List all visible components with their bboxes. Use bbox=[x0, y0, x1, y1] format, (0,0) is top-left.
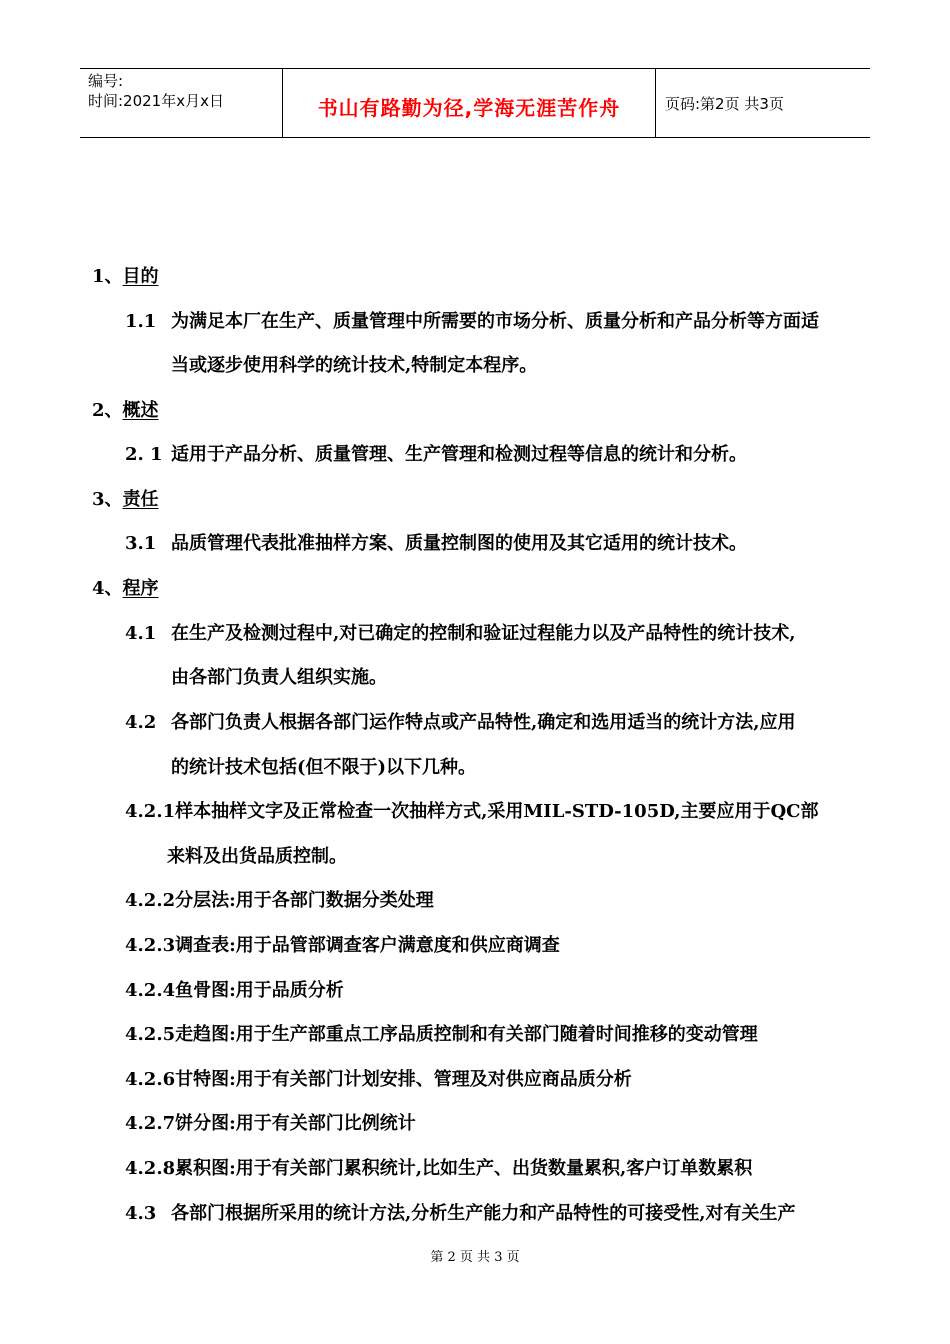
section-title: 目的 bbox=[122, 266, 159, 287]
clause-text: 分层法:用于各部门数据分类处理 bbox=[175, 890, 434, 911]
clause-2-1 bbox=[125, 443, 747, 467]
clause-text: 鱼骨图:用于品质分析 bbox=[175, 980, 344, 1001]
document-code-label: 编号: bbox=[88, 72, 124, 90]
clause-number: 4.2.8 bbox=[125, 1158, 176, 1179]
header-middle-cell bbox=[282, 69, 656, 137]
clause-number: 1.1 bbox=[125, 311, 157, 332]
clause-4-1 bbox=[125, 622, 796, 646]
clause-number: 4.2.5 bbox=[125, 1024, 176, 1045]
clause-text-part: ,主要应用于 bbox=[674, 801, 771, 822]
header-left-cell bbox=[80, 69, 282, 137]
clause-4-3 bbox=[125, 1202, 796, 1226]
page-header bbox=[80, 68, 870, 138]
clause-4-2-4 bbox=[125, 979, 344, 1003]
clause-text-end: 部 bbox=[800, 801, 819, 822]
clause-4-2 bbox=[125, 711, 796, 735]
clause-number: 4.2.2 bbox=[125, 890, 176, 911]
qc-label: QC bbox=[770, 801, 801, 822]
clause-number: 4.2.4 bbox=[125, 980, 176, 1001]
clause-number: 3.1 bbox=[125, 533, 157, 554]
clause-4-2-5 bbox=[125, 1023, 758, 1047]
clause-number: 4.3 bbox=[125, 1203, 157, 1224]
clause-4-2-1 bbox=[125, 800, 819, 824]
clause-text: 各部门负责人根据各部门运作特点或产品特性,确定和选用适当的统计方法,应用 bbox=[171, 712, 796, 733]
section-heading-responsibility bbox=[92, 488, 159, 512]
standard-code: MIL-STD-105D bbox=[523, 801, 675, 822]
clause-4-2-3 bbox=[125, 934, 560, 958]
clause-number: 2. 1 bbox=[125, 444, 163, 465]
page-number-label: 页码:第2页 共3页 bbox=[665, 95, 784, 113]
clause-number: 4.2.7 bbox=[125, 1113, 176, 1134]
clause-text: 样本抽样文字及正常检查一次抽样方式,采用 bbox=[175, 801, 524, 822]
clause-3-1 bbox=[125, 532, 747, 556]
clause-text: 累积图:用于有关部门累积统计,比如生产、出货数量累积,客户订单数累积 bbox=[175, 1158, 753, 1179]
page-footer bbox=[0, 1246, 950, 1265]
section-number: 4、 bbox=[92, 578, 123, 599]
clause-4-2-6 bbox=[125, 1068, 632, 1092]
clause-1-1-continued: 当或逐步使用科学的统计技术,特制定本程序。 bbox=[171, 355, 538, 376]
footer-page-number: 第 2 页 共 3 页 bbox=[430, 1250, 520, 1265]
clause-4-1-continued: 由各部门负责人组织实施。 bbox=[171, 667, 387, 688]
clause-text: 各部门根据所采用的统计方法,分析生产能力和产品特性的可接受性,对有关生产 bbox=[171, 1203, 796, 1224]
clause-text: 品质管理代表批准抽样方案、质量控制图的使用及其它适用的统计技术。 bbox=[171, 533, 747, 554]
section-title: 程序 bbox=[122, 578, 159, 599]
section-title: 概述 bbox=[122, 400, 159, 421]
clause-text: 适用于产品分析、质量管理、生产管理和检测过程等信息的统计和分析。 bbox=[171, 444, 747, 465]
clause-number: 4.2 bbox=[125, 712, 157, 733]
clause-text: 在生产及检测过程中,对已确定的控制和验证过程能力以及产品特性的统计技术, bbox=[171, 623, 796, 644]
section-title: 责任 bbox=[122, 489, 159, 510]
clause-4-2-continued: 的统计技术包括(但不限于)以下几种。 bbox=[171, 757, 477, 778]
clause-text: 为满足本厂在生产、质量管理中所需要的市场分析、质量分析和产品分析等方面适 bbox=[171, 311, 819, 332]
clause-number: 4.2.6 bbox=[125, 1069, 176, 1090]
section-heading-purpose bbox=[92, 265, 159, 289]
header-motto: 书山有路勤为径,学海无涯苦作舟 bbox=[317, 96, 621, 120]
clause-number: 4.2.1 bbox=[125, 801, 176, 822]
section-heading-overview bbox=[92, 399, 159, 423]
clause-4-2-7 bbox=[125, 1112, 416, 1136]
section-number: 1、 bbox=[92, 266, 123, 287]
clause-number: 4.1 bbox=[125, 623, 157, 644]
clause-text: 走趋图:用于生产部重点工序品质控制和有关部门随着时间推移的变动管理 bbox=[175, 1024, 758, 1045]
clause-4-2-8 bbox=[125, 1157, 752, 1181]
clause-4-2-2 bbox=[125, 889, 434, 913]
clause-text: 调查表:用于品管部调查客户满意度和供应商调查 bbox=[175, 935, 560, 956]
clause-text: 甘特图:用于有关部门计划安排、管理及对供应商品质分析 bbox=[175, 1069, 632, 1090]
section-heading-procedure bbox=[92, 577, 159, 601]
clause-4-2-1-continued: 来料及出货品质控制。 bbox=[167, 846, 347, 867]
clause-number: 4.2.3 bbox=[125, 935, 176, 956]
clause-text: 饼分图:用于有关部门比例统计 bbox=[175, 1113, 416, 1134]
header-right-cell bbox=[655, 69, 870, 137]
section-number: 2、 bbox=[92, 400, 123, 421]
section-number: 3、 bbox=[92, 489, 123, 510]
document-time-label: 时间:2021年x月x日 bbox=[88, 92, 224, 110]
clause-1-1 bbox=[125, 310, 819, 334]
